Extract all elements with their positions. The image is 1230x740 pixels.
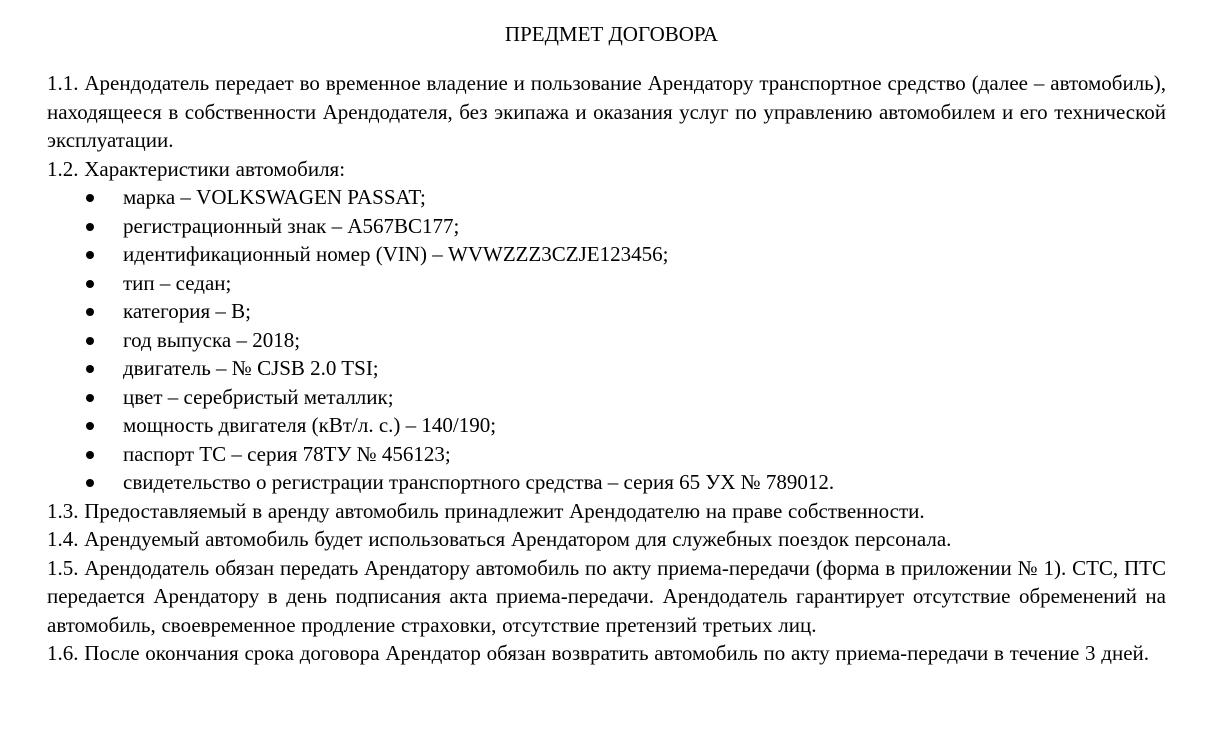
list-item	[47, 411, 1166, 440]
list-item	[47, 440, 1166, 469]
list-item-text: категория – В;	[123, 299, 251, 323]
characteristics-list	[47, 183, 1166, 497]
list-item-text: цвет – серебристый металлик;	[123, 384, 394, 409]
list-item-text: регистрационный знак – А567ВС177;	[123, 213, 460, 238]
list-item-text: мощность двигателя (кВт/л. с.) – 140/190;	[123, 413, 497, 437]
list-item-text: свидетельство о регистрации транспортного средства – серия 65 УХ № 789012.	[123, 470, 835, 494]
list-item-text: паспорт ТС – серия 78ТУ № 456123;	[123, 441, 451, 466]
clause-1-4: 1.4. Арендуемый автомобиль будет использоваться Арендатором для служебных поездок персонала.	[47, 527, 952, 551]
list-item	[47, 326, 1166, 355]
list-item	[47, 212, 1166, 241]
clause-1-2: 1.2. Характеристики автомобиля:	[47, 156, 346, 181]
list-item	[47, 240, 1166, 269]
list-item-text: марка – VOLKSWAGEN PASSAT;	[123, 185, 426, 209]
list-item-text: двигатель – № CJSB 2.0 TSI;	[123, 356, 379, 380]
list-item-text: тип – седан;	[123, 270, 232, 295]
clause-1-6: 1.6. После окончания срока договора Арендатор обязан возвратить автомобиль по акту приема-передачи в течение 3 дней.	[47, 641, 1150, 665]
list-item	[47, 383, 1166, 412]
list-item	[47, 468, 1166, 497]
clause-1-1: 1.1. Арендодатель передает во временное владение и пользование Арендатору транспортное средство (далее – автомобиль), находящееся в собственности Арендодателя, без экипажа и оказания услуг по управлению автомобилем и его технической эксплуатации.	[47, 71, 1166, 152]
clause-1-5: 1.5. Арендодатель обязан передать Арендатору автомобиль по акту приема-передачи (форма в приложении № 1). СТС, ПТС передается Арендатору в день подписания акта приема-передачи. Арендодатель гарантирует отсутствие обременений на автомобиль, своевременное продление страховки, отсутствие претензий третьих лиц.	[47, 555, 1166, 637]
list-item	[47, 297, 1166, 326]
list-item	[47, 354, 1166, 383]
clause-1-3: 1.3. Предоставляемый в аренду автомобиль принадлежит Арендодателю на праве собственности.	[47, 498, 925, 523]
list-item	[47, 183, 1166, 212]
list-item	[47, 269, 1166, 298]
list-item-text: идентификационный номер (VIN) – WVWZZZ3CZJE123456;	[123, 242, 669, 266]
list-item-text: год выпуска – 2018;	[123, 327, 301, 352]
document-title: ПРЕДМЕТ ДОГОВОРА	[504, 22, 719, 46]
